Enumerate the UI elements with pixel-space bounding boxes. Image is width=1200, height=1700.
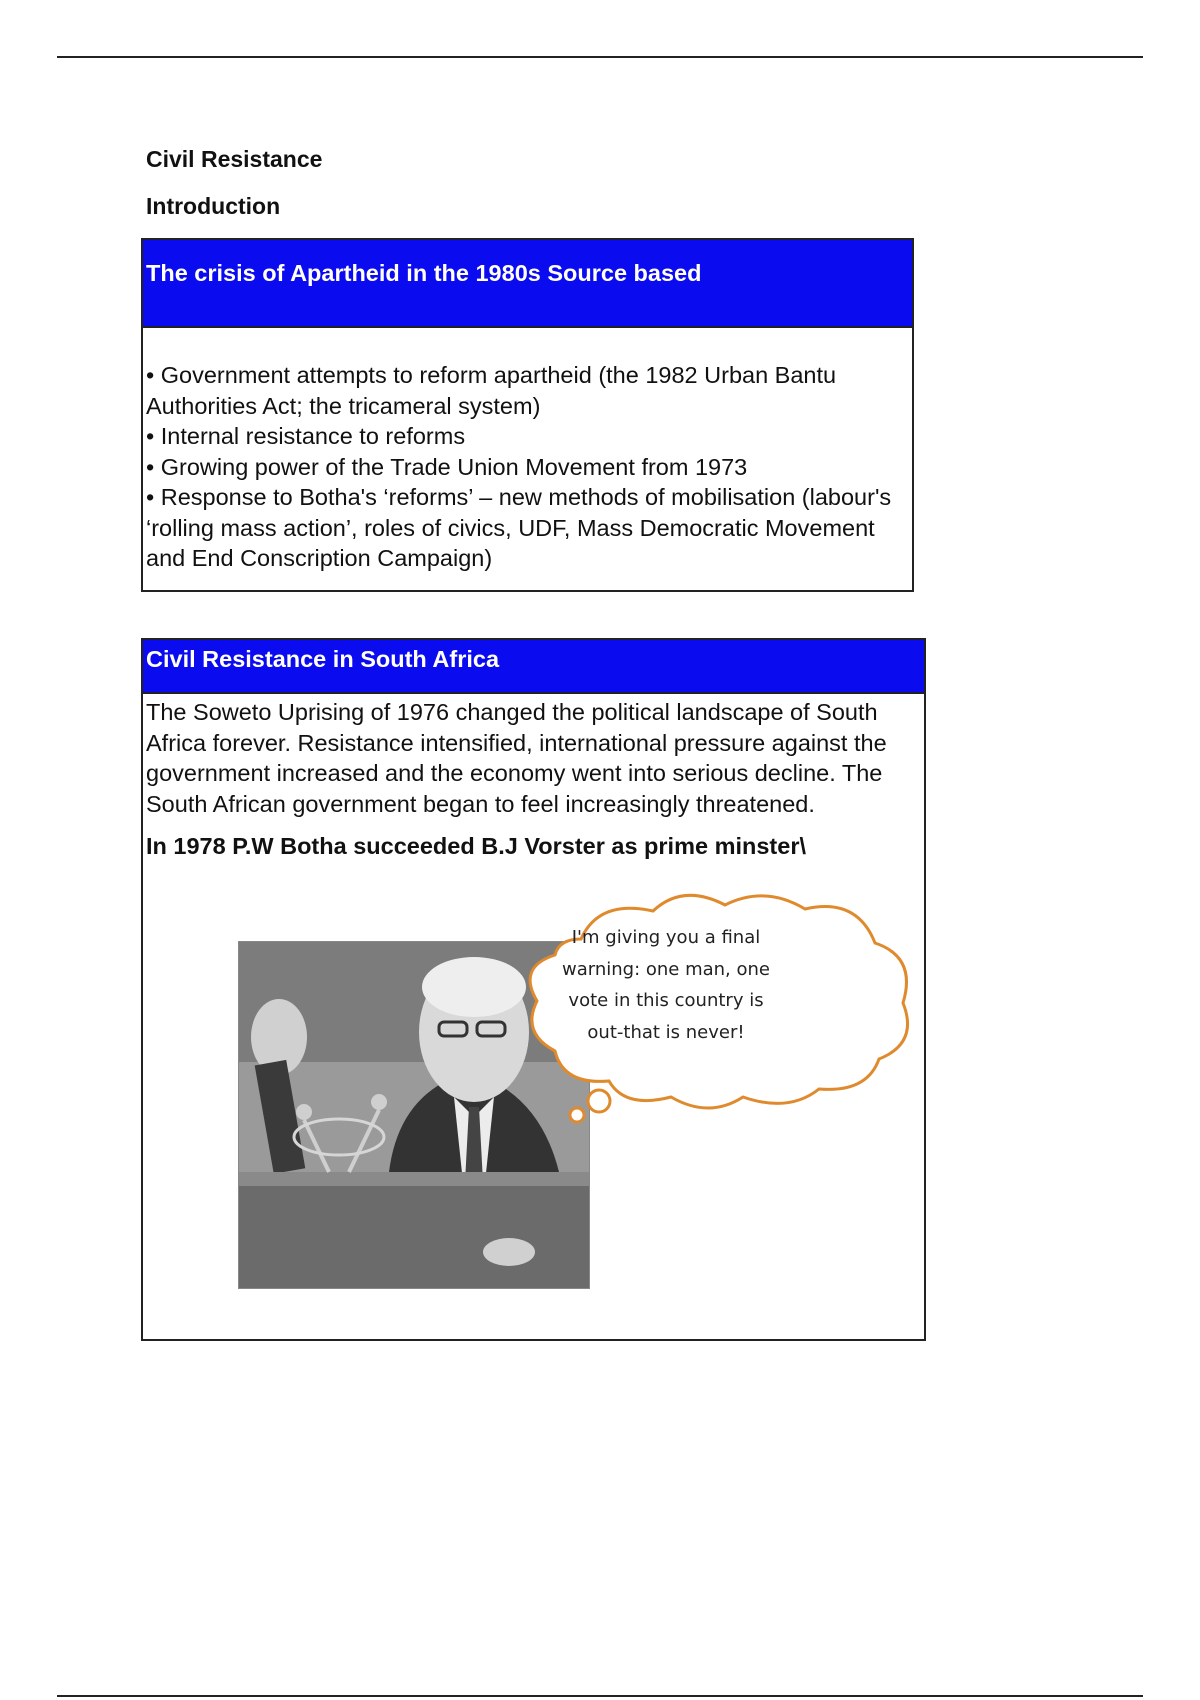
crisis-bullet-list <box>146 360 912 574</box>
heading-introduction: Introduction <box>146 193 281 219</box>
bullet-item: • Government attempts to reform apartheid (the 1982 Urban Bantu Authorities Act; the tricameral system) <box>146 362 837 419</box>
speech-line: warning: one man, one <box>562 958 770 980</box>
bullet-item: • Response to Botha's ‘reforms’ – new methods of mobilisation (labour's ‘rolling mass action’, roles of civics, UDF, Mass Democratic Movement and End Conscription Campaign) <box>146 484 892 571</box>
crisis-box-header: The crisis of Apartheid in the 1980s Source based <box>143 240 912 328</box>
civil-resistance-box-body <box>143 694 924 862</box>
civil-resistance-box-header: Civil Resistance in South Africa <box>143 640 924 694</box>
speech-line: I'm giving you a final <box>571 927 761 948</box>
botha-succession-line: In 1978 P.W Botha succeeded B.J Vorster as prime minster\ <box>146 833 806 859</box>
speech-line: out-that is never! <box>587 1021 745 1043</box>
speech-line: vote in this country is <box>568 990 764 1011</box>
civil-resistance-box <box>141 638 926 1341</box>
top-rule <box>57 56 1143 58</box>
speech-bubble-text <box>548 922 784 1048</box>
bottom-rule <box>57 1695 1143 1697</box>
crisis-box-body <box>143 328 912 574</box>
soweto-paragraph: The Soweto Uprising of 1976 changed the political landscape of South Africa forever. Resistance intensified, international pressure against the government increased and the economy went into serious decline. The South African government began to feel increasingly threatened. <box>146 699 887 817</box>
bullet-item: • Growing power of the Trade Union Movement from 1973 <box>146 453 748 480</box>
heading-civil-resistance: Civil Resistance <box>146 146 323 172</box>
bullet-item: • Internal resistance to reforms <box>146 423 466 449</box>
crisis-of-apartheid-box <box>141 238 914 592</box>
